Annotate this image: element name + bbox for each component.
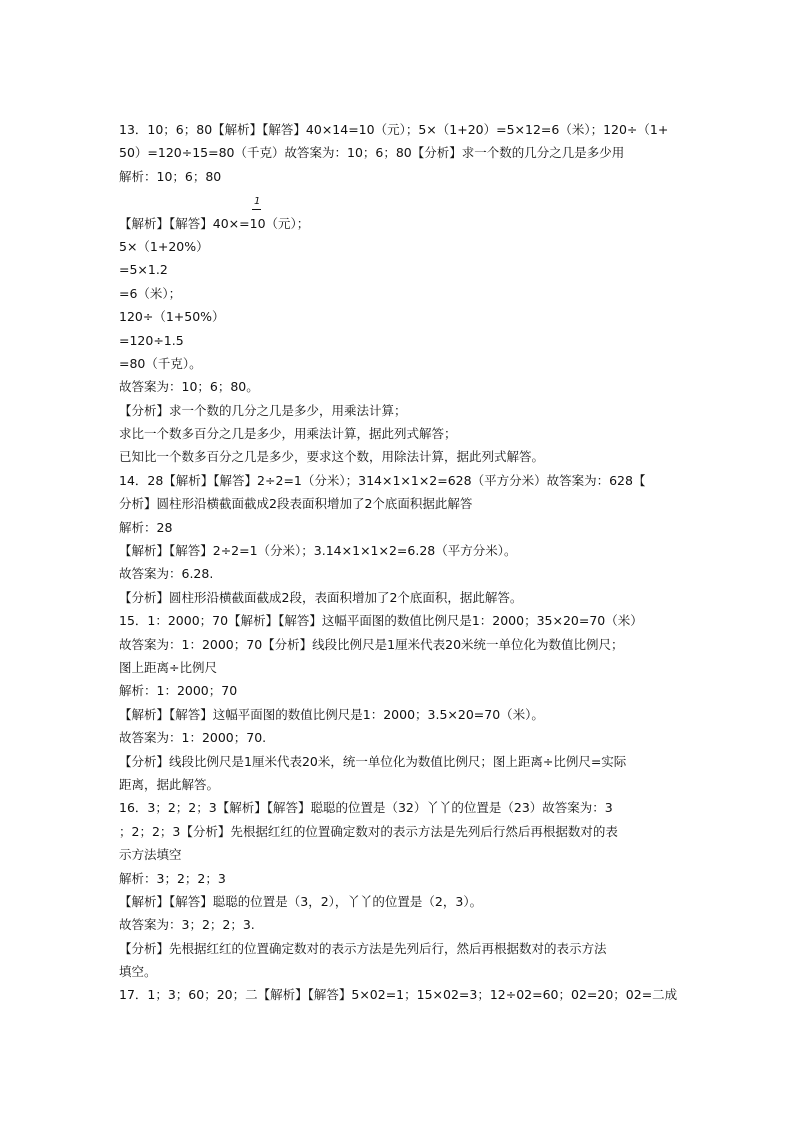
text-line: 已知比一个数多百分之几是多少，要求这个数，用除法计算，据此列式解答。 bbox=[119, 449, 545, 465]
text-line: 图上距离÷比例尺 bbox=[119, 659, 217, 675]
text-line: 解析：10；6；80 bbox=[119, 168, 222, 184]
text-line: =5×1.2 bbox=[119, 262, 168, 278]
text-line: 示方法填空 bbox=[119, 847, 182, 863]
text-line: 50）=120÷15=80（千克）故答案为：10；6；80【分析】求一个数的几分之几是多少用 bbox=[119, 145, 625, 161]
text-line: 16．3；2；2；3【解析】【解答】聪聪的位置是（32）丫丫的位置是（23）故答案为：3 bbox=[119, 800, 613, 816]
text-line: 解析：1：2000；70 bbox=[119, 683, 238, 699]
text-line: =6（米）； bbox=[119, 285, 182, 301]
fraction-bar bbox=[252, 209, 261, 210]
text-line: 120÷（1+50%） bbox=[119, 309, 225, 325]
text-line: 【分析】圆柱形沿横截面截成2段，表面积增加了2个底面积，据此解答。 bbox=[119, 589, 523, 605]
text-line: 解析：28 bbox=[119, 519, 173, 535]
text-line: 分析】圆柱形沿横截面截成2段表面积增加了2个底面积据此解答 bbox=[119, 496, 473, 512]
text-line: 故答案为：1：2000；70. bbox=[119, 730, 267, 746]
text-line: =80（千克）。 bbox=[119, 355, 202, 371]
fraction-tail: =10（元）； bbox=[239, 215, 310, 231]
text-line: 解析：3；2；2；3 bbox=[119, 870, 226, 886]
text-line: 13．10；6；80【解析】【解答】40×14=10（元）；5×（1+20）=5×12=6（米）；120÷（1+ bbox=[119, 122, 669, 137]
text-line: 【解析】【解答】2÷2=1（分米）；3.14×1×1×2=6.28（平方分米）。 bbox=[119, 543, 517, 559]
text-line: 【分析】先根据红红的位置确定数对的表示方法是先列后行，然后再根据数对的表示方法 bbox=[119, 940, 607, 956]
document-body bbox=[119, 118, 679, 1007]
text-line: 【分析】求一个数的几分之几是多少，用乘法计算； bbox=[119, 402, 407, 418]
text-line: ；2；2；3【分析】先根据红红的位置确定数对的表示方法是先列后行然后再根据数对的表 bbox=[119, 823, 618, 839]
text-line: 故答案为：10；6；80。 bbox=[119, 379, 259, 395]
text-segment: 【解析】【解答】40× bbox=[119, 215, 240, 231]
text-line: 故答案为：3；2；2；3. bbox=[119, 917, 255, 933]
text-line: 【解析】【解答】聪聪的位置是（3，2），丫丫的位置是（2，3）。 bbox=[119, 893, 483, 909]
text-line: 距离，据此解答。 bbox=[119, 776, 220, 792]
text-line: 求比一个数多百分之几是多少，用乘法计算，据此列式解答； bbox=[119, 426, 457, 442]
text-line: 14．28【解析】【解答】2÷2=1（分米）；314×1×1×2=628（平方分米）故答案为：628【 bbox=[119, 472, 646, 488]
text-line: 填空。 bbox=[119, 964, 157, 980]
text-line: =120÷1.5 bbox=[119, 332, 184, 348]
text-line: 15．1：2000；70【解析】【解答】这幅平面图的数值比例尺是1：2000；35×20=70（米） bbox=[119, 613, 643, 629]
text-line: 【解析】【解答】这幅平面图的数值比例尺是1：2000；3.5×20=70（米）。 bbox=[119, 706, 544, 722]
text-line: 17．1；3；60；20；二【解析】【解答】5×02=1；15×02=3；12÷02=60；02=20；02=二成 bbox=[119, 987, 678, 1003]
text-line: 故答案为：6.28. bbox=[119, 566, 214, 582]
fraction-numerator: 1 bbox=[254, 195, 261, 207]
text-line bbox=[119, 188, 679, 211]
text-line: 【分析】线段比例尺是1厘米代表20米，统一单位化为数值比例尺；图上距离÷比例尺=实际 bbox=[119, 753, 627, 769]
text-line: 故答案为：1：2000；70【分析】线段比例尺是1厘米代表20米统一单位化为数值比例尺； bbox=[119, 636, 624, 652]
text-line: 5×（1+20%） bbox=[119, 238, 209, 254]
fraction-line bbox=[119, 195, 679, 235]
